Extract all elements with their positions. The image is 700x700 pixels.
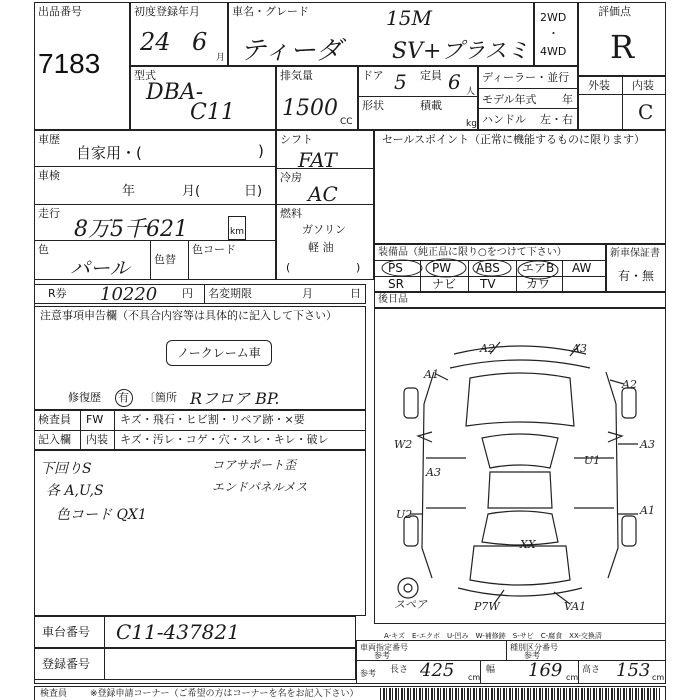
capacity-value: 6 (448, 70, 461, 94)
inspector-label: 検査員 (38, 413, 71, 426)
diagram-label: XX (520, 538, 536, 551)
load-label: 積載 (420, 99, 442, 112)
repair-mark-circle (115, 389, 133, 407)
warranty-label: 新車保証書 (610, 248, 660, 259)
diagram-label: VA1 (564, 600, 587, 613)
bottom-note: ※登録申請コーナー（ご希望の方はコーナーを名をお記入下さい） (90, 689, 359, 699)
note-right-1: コアサポート歪 (212, 458, 297, 472)
mileage-label: 走行 (38, 207, 60, 220)
size-vline-3 (578, 660, 579, 684)
equip-aw: AW (572, 261, 592, 275)
inspector-interior-text: キズ・汚レ・コゲ・穴・スレ・キレ・破レ (120, 433, 329, 446)
width-unit: cm (566, 673, 579, 682)
note-left-3: 色コード QX1 (56, 507, 147, 523)
car-name: ティーダ (240, 36, 342, 66)
category-ref: 参考 (524, 651, 540, 660)
retrofit-box (374, 292, 666, 308)
diagram-label: U2 (396, 508, 413, 521)
diagram-label: W2 (394, 438, 413, 451)
ac-value: AC (308, 182, 338, 206)
transfer-month: 月 (302, 287, 313, 300)
legend-text: A-キズ E-エクボ U-凹み W-補修跡 S-サビ C-腐食 XX-交換済 (384, 632, 602, 640)
first-reg-year: 24 (140, 28, 171, 56)
color-code-divider (188, 240, 189, 280)
drive-4wd: 4WD (540, 45, 567, 58)
note-left-1: 下回りS (40, 461, 92, 477)
inspector-vline-2 (114, 410, 115, 450)
inspector-vline-1 (80, 410, 81, 450)
year-unit: 年 (562, 93, 573, 106)
inspection-label: 車検 (38, 169, 60, 182)
history-divider-2 (34, 204, 276, 205)
diagram-label: A3 (572, 342, 587, 355)
height-value: 153 (616, 660, 651, 681)
height-unit: cm (652, 673, 665, 682)
length-unit: cm (468, 673, 481, 682)
repair-place-label: 〔箇所 (144, 391, 177, 404)
diagram-label: A2 (622, 378, 637, 391)
size-ref: 参考 (360, 669, 376, 678)
fuel-paren-open: ( (286, 261, 291, 274)
mileage-unit: km (230, 227, 244, 237)
height-label: 高さ (582, 665, 601, 675)
inspector-interior-label: 内装 (86, 433, 108, 446)
rating-label: 評価点 (598, 5, 631, 18)
shift-label: シフト (280, 133, 313, 146)
spec-divider (358, 96, 478, 97)
equip-airbag: エアB (522, 261, 555, 275)
designated-no-label: 車両指定番号 (360, 643, 408, 652)
displacement-label: 排気量 (280, 69, 313, 82)
rating-value: R (610, 28, 635, 66)
warranty-value: 有・無 (618, 269, 655, 283)
no-claim-badge: ノークレーム車 (166, 340, 272, 366)
grade: SV+プラスミ (392, 39, 529, 64)
size-vline-2 (480, 660, 481, 684)
repair-mark: 有 (118, 391, 129, 404)
repair-label: 修復歴 (68, 391, 101, 404)
model-line1: DBA- (146, 80, 204, 105)
diagram-label: A2 (480, 342, 495, 355)
equipment-label: 装備品（純正品に限り○をつけて下さい） (378, 247, 567, 258)
history-divider-1 (34, 166, 276, 167)
model-line2: C11 (190, 100, 235, 125)
color-label: 色 (38, 243, 49, 256)
ac-label: 冷房 (280, 171, 302, 184)
bottom-label: 検査員 (40, 689, 68, 699)
first-reg-label: 初度登録年月 (134, 5, 200, 18)
size-vline-1 (506, 640, 507, 660)
diagram-label: A1 (640, 504, 655, 517)
load-unit: kg (466, 119, 477, 129)
diagram-label: スペア (394, 598, 427, 611)
chassis-label: 車台番号 (42, 625, 91, 639)
doors-value: 5 (394, 70, 407, 94)
fw-label: FW (86, 413, 104, 426)
color-value: パール (70, 256, 130, 280)
fuel-light-oil: 軽 油 (308, 241, 334, 254)
first-reg-month: 6 (192, 28, 208, 56)
equip-ps: PS (388, 261, 403, 275)
diagram-label: A3 (426, 466, 441, 479)
lot-label: 出品番号 (38, 5, 82, 18)
diagram-label: P7W (474, 600, 500, 613)
dealer-divider-2 (478, 108, 578, 109)
handle-value: 左・右 (540, 113, 573, 126)
displacement-unit: CC (340, 117, 353, 127)
length-value: 425 (420, 660, 455, 681)
shape-label: 形状 (362, 99, 384, 112)
color-change-label: 色替 (154, 253, 176, 266)
inspection-month: 月( (182, 184, 201, 199)
recycle-value: 10220 (100, 284, 158, 305)
fw-text: キズ・飛石・ヒビ割・リペア跡・×要 (120, 413, 305, 426)
registration-label: 登録番号 (42, 657, 91, 671)
equip-tv: TV (480, 277, 496, 291)
retrofit-label: 後日品 (378, 294, 408, 305)
diagram-label: A1 (424, 368, 439, 381)
history-label: 車歴 (38, 133, 60, 146)
entry-label: 記入欄 (38, 433, 71, 446)
equip-navi: ナビ (432, 277, 457, 291)
car-name-label: 車名・グレード (232, 5, 309, 18)
inspection-year: 年 (122, 184, 136, 199)
notes-label: 注意事項申告欄（不具合内容等は具体的に記入して下さい） (40, 309, 337, 322)
drive-2wd: 2WD (540, 11, 567, 24)
interior-value: C (638, 100, 654, 124)
fuel-paren-close: ) (356, 261, 361, 274)
dealer-label: ディーラー・並行 (482, 71, 570, 84)
doors-label: ドア (362, 69, 384, 82)
recycle-label: R券 (48, 287, 67, 300)
capacity-unit: 人 (466, 87, 476, 97)
car-diagram (374, 308, 666, 624)
equip-leather: カワ (526, 277, 551, 291)
model-label: 型式 (134, 69, 156, 82)
recycle-row (34, 284, 366, 304)
mileage-value: 8万5千621 (74, 217, 188, 242)
lot-number: 7183 (38, 48, 101, 79)
dealer-divider-1 (478, 88, 578, 89)
barcode (380, 688, 660, 700)
yen-unit: 円 (182, 287, 193, 300)
history-divider-3 (34, 240, 276, 241)
width-label: 幅 (486, 665, 496, 675)
category-no-label: 種別区分番号 (510, 643, 558, 652)
fuel-label: 燃料 (280, 207, 302, 220)
sales-point-box (374, 130, 666, 244)
color-divider (150, 240, 151, 280)
recycle-divider (204, 284, 205, 304)
shift-divider-2 (276, 204, 374, 205)
ext-int-divider (622, 76, 623, 130)
displacement-value: 1500 (282, 96, 338, 121)
equipment-circles (374, 244, 606, 292)
note-right-2: エンドパネルメス (212, 480, 308, 494)
designated-ref: 参考 (374, 651, 390, 660)
equip-pw: PW (432, 261, 452, 275)
history-value: 自家用・( (76, 144, 142, 162)
exterior-label: 外装 (588, 79, 610, 92)
interior-label: 内装 (632, 79, 654, 92)
equip-sr: SR (388, 277, 404, 291)
grade-top: 15M (386, 6, 432, 30)
model-year-label: モデル年式 (482, 93, 537, 106)
capacity-label: 定員 (420, 69, 442, 82)
inspection-day: 日) (244, 184, 263, 199)
transfer-label: 名変期限 (208, 287, 252, 300)
color-code-label: 色コード (192, 243, 236, 256)
repair-place-value: Rフロア BP. (190, 389, 280, 408)
drive-dot: ・ (548, 27, 559, 40)
chassis-value: C11-437821 (116, 620, 240, 644)
equip-abs: ABS (476, 261, 500, 275)
handle-label: ハンドル (482, 113, 526, 126)
inspector-hline (34, 430, 366, 431)
length-label: 長さ (390, 665, 409, 675)
shift-divider-1 (276, 168, 374, 169)
history-paren: ) (258, 142, 264, 160)
diagram-label: U1 (584, 454, 601, 467)
month-unit: 月 (216, 53, 226, 63)
note-left-2: 各 A,U,S (46, 483, 104, 499)
sales-point-label: セールスポイント（正常に機能するものに限ります） (382, 133, 646, 146)
ext-int-hline (578, 94, 666, 95)
transfer-day: 日 (350, 287, 361, 300)
fuel-gasoline: ガソリン (302, 223, 346, 236)
shift-value: FAT (298, 148, 337, 172)
diagram-label: A3 (640, 438, 655, 451)
width-value: 169 (528, 660, 563, 681)
